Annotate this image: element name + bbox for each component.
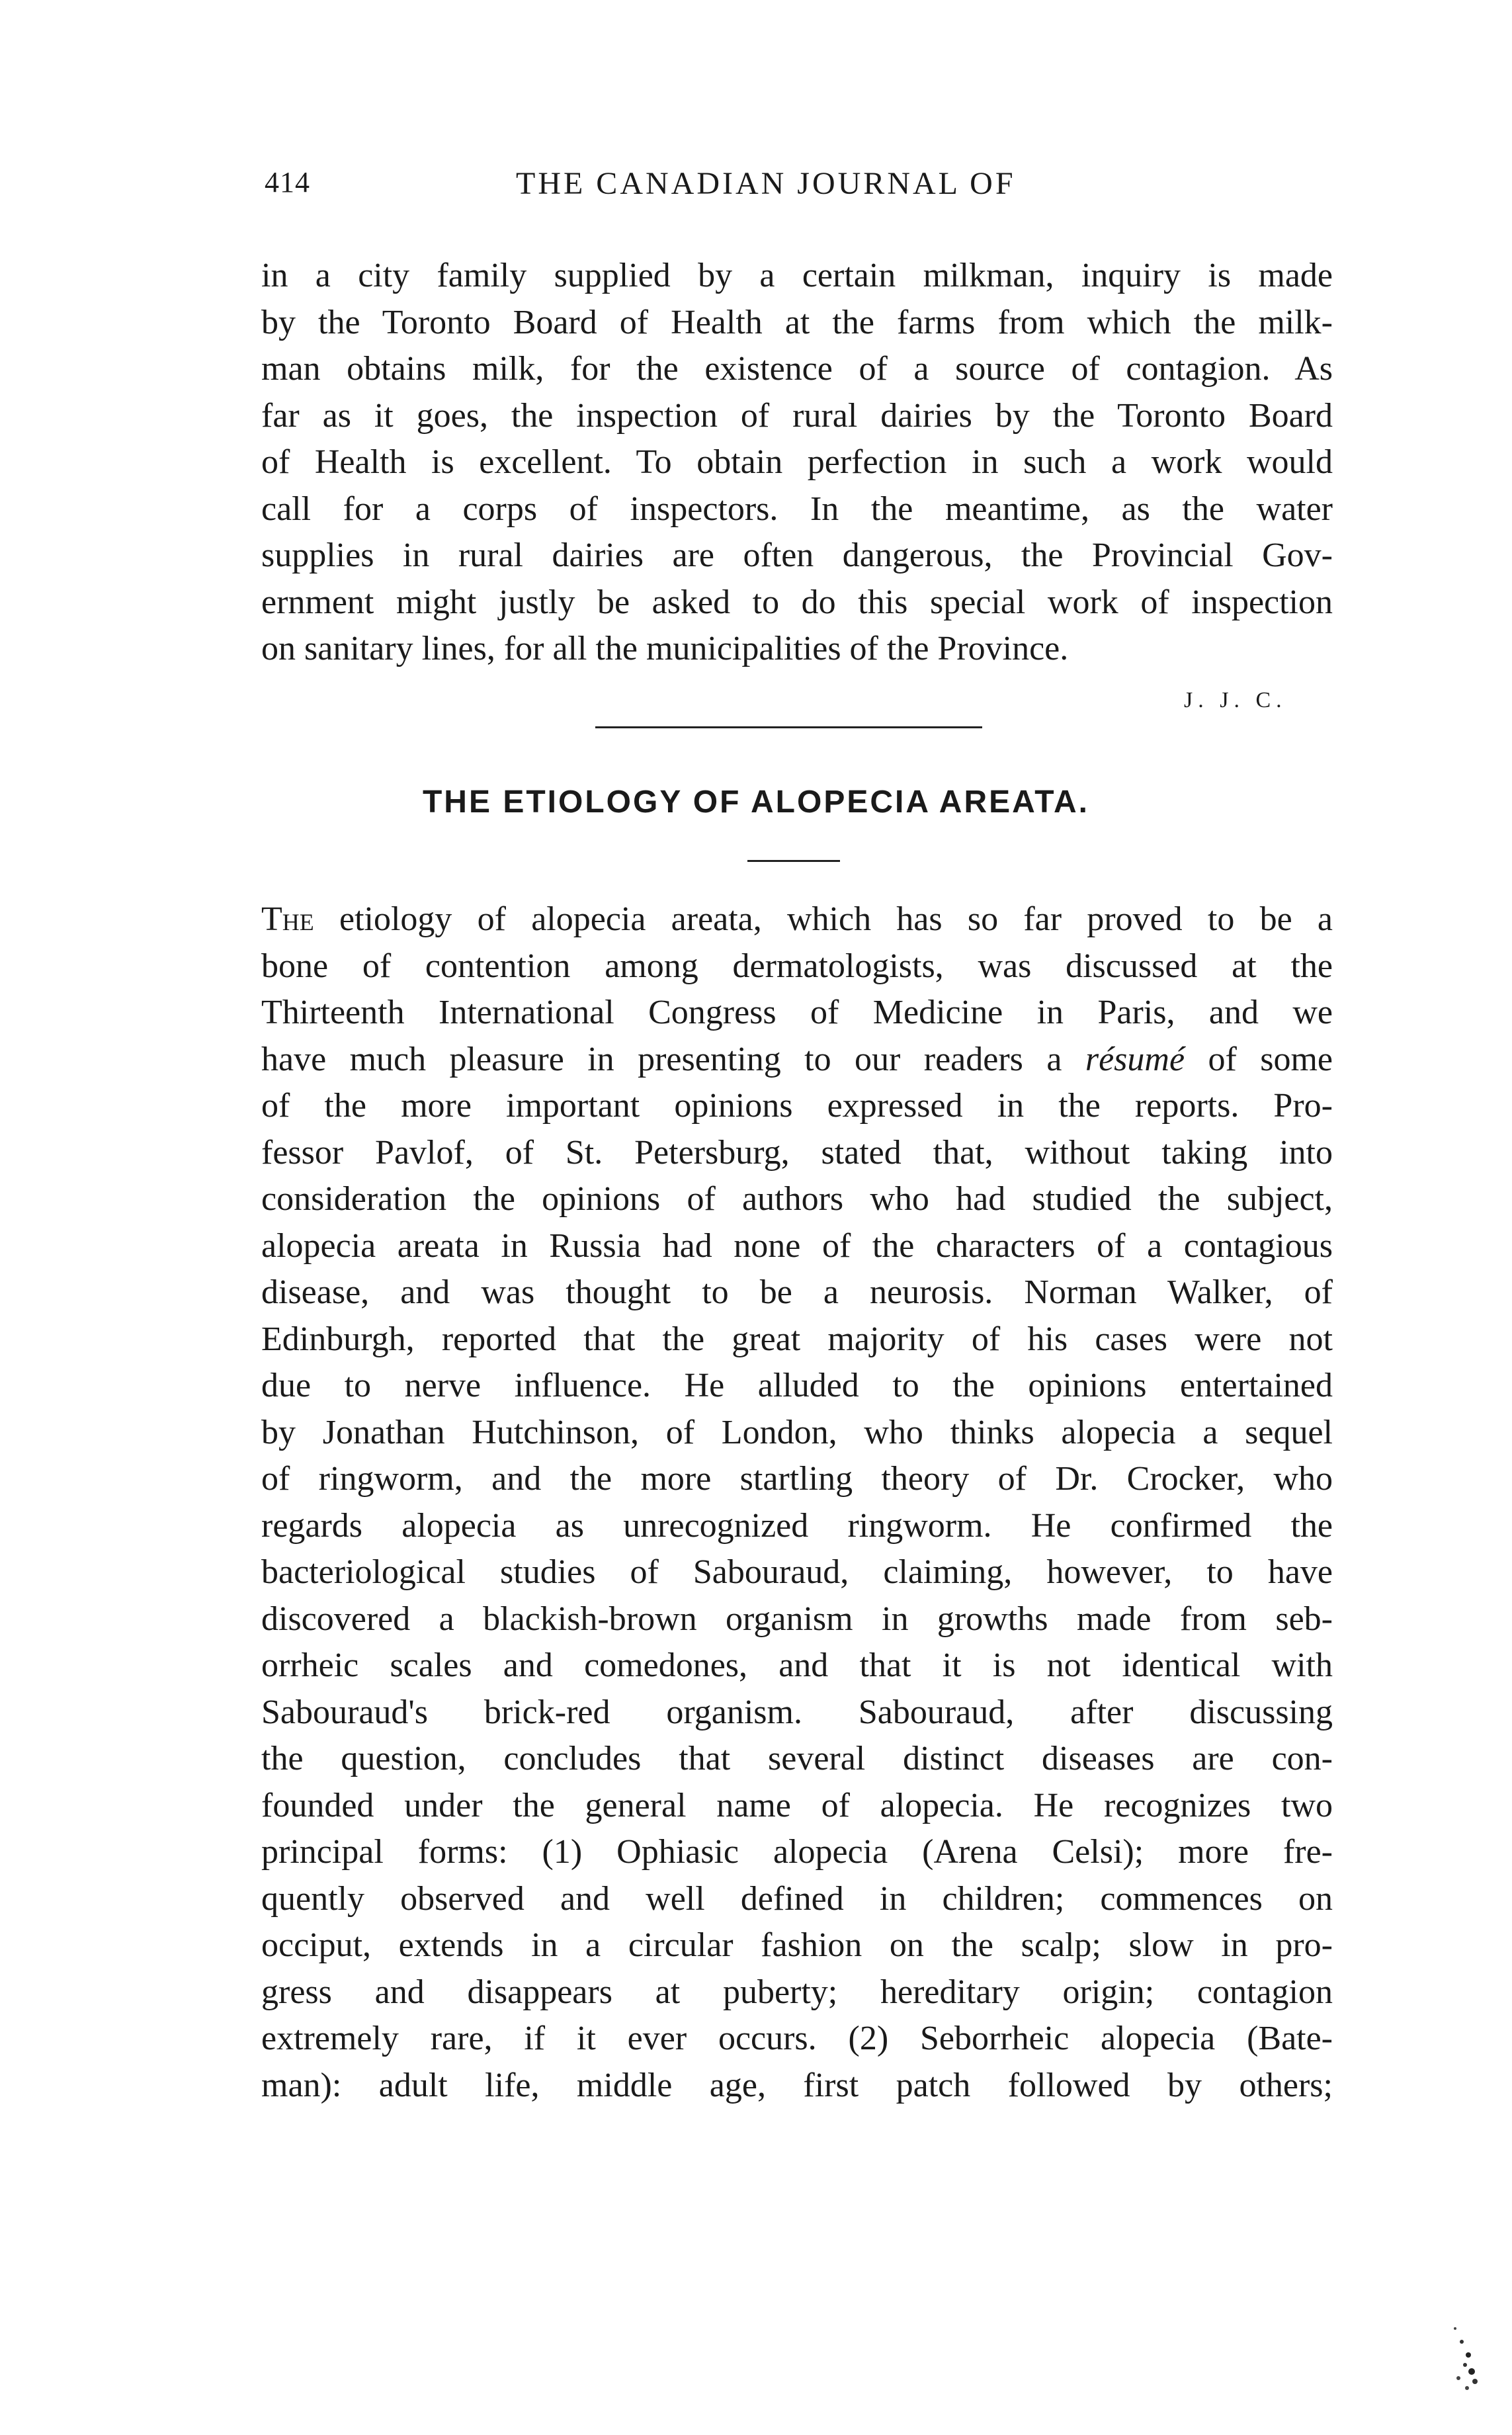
body-line: alopecia areata in Russia had none of the characters of a contagious (261, 1226, 1333, 1265)
journal-title: THE CANADIAN JOURNAL OF (516, 166, 1016, 201)
body-line: Sabouraud's brick-red organism. Sabouraud, after discussing (261, 1693, 1333, 1731)
body-line-text: of some (1185, 1040, 1333, 1078)
intro-line: in a city family supplied by a certain milkman, inquiry is made (261, 257, 1333, 294)
body-line-text: have much pleasure in presenting to our readers a (261, 1040, 1085, 1078)
body-line: bone of contention among dermatologists, was discussed at the (261, 947, 1333, 985)
body-line: fessor Pavlof, of St. Petersburg, stated that, without taking into (261, 1133, 1333, 1172)
body-line: due to nerve influence. He alluded to the opinions entertained (261, 1367, 1333, 1404)
intro-line: call for a corps of inspectors. In the meantime, as the water (261, 490, 1333, 528)
intro-line: ernment might justly be asked to do this special work of inspection (261, 583, 1333, 621)
intro-line: far as it goes, the inspection of rural dairies by the Toronto Board (261, 396, 1333, 435)
drop-word: The (261, 900, 314, 938)
body-line: bacteriological studies of Sabouraud, claiming, however, to have (261, 1553, 1333, 1591)
author-signature: J. J. C. (1184, 688, 1287, 712)
body-line: founded under the general name of alopecia. He recognizes two (261, 1786, 1333, 1824)
body-line: Edinburgh, reported that the great majority of his cases were not (261, 1320, 1333, 1358)
intro-line: man obtains milk, for the existence of a source of contagion. As (261, 350, 1333, 388)
intro-line: of Health is excellent. To obtain perfection in such a work would (261, 443, 1333, 481)
body-line: of the more important opinions expressed in the reports. Pro- (261, 1087, 1333, 1125)
page-number: 414 (265, 166, 310, 198)
body-line: man): adult life, middle age, first patch followed by others; (261, 2066, 1333, 2104)
body-line: orrheic scales and comedones, and that it is not identical with (261, 1646, 1333, 1684)
body-line: quently observed and well defined in children; commences on (261, 1879, 1333, 1918)
body-line: consideration the opinions of authors who had studied the subject, (261, 1180, 1333, 1218)
body-line: by Jonathan Hutchinson, of London, who thinks alopecia a sequel (261, 1413, 1333, 1451)
body-line-text: etiology of alopecia areata, which has so far proved to be a (314, 900, 1333, 938)
body-line: gress and disappears at puberty; hereditary origin; contagion (261, 1973, 1333, 2011)
body-line: regards alopecia as unrecognized ringworm. He confirmed the (261, 1506, 1333, 1545)
intro-paragraph (261, 253, 1333, 673)
body-line: the question, concludes that several distinct diseases are con- (261, 1740, 1333, 1777)
body-line: discovered a blackish-brown organism in growths made from seb- (261, 1600, 1333, 1638)
article-body (261, 896, 1333, 2109)
body-line (261, 896, 1333, 943)
running-head (265, 165, 1323, 218)
intro-line: supplies in rural dairies are often dangerous, the Provincial Gov- (261, 536, 1333, 574)
body-line: principal forms: (1) Ophiasic alopecia (Arena Celsi); more fre- (261, 1833, 1333, 1871)
body-line: Thirteenth International Congress of Medicine in Paris, and we (261, 994, 1333, 1031)
body-line (261, 1037, 1333, 1084)
body-line: disease, and was thought to be a neurosis. Norman Walker, of (261, 1273, 1333, 1311)
title-underline (747, 860, 840, 862)
article-title: THE ETIOLOGY OF ALOPECIA AREATA. (422, 785, 1090, 820)
scan-noise-specks (1415, 2315, 1482, 2395)
italic-term: résumé (1085, 1040, 1185, 1078)
body-line: extremely rare, if it ever occurs. (2) Seborrheic alopecia (Bate- (261, 2020, 1333, 2057)
intro-line: by the Toronto Board of Health at the farms from which the milk- (261, 303, 1333, 341)
body-line: of ringworm, and the more startling theory of Dr. Crocker, who (261, 1460, 1333, 1498)
body-line: occiput, extends in a circular fashion on the scalp; slow in pro- (261, 1926, 1333, 1964)
intro-line: on sanitary lines, for all the municipalities of the Province. (261, 630, 1069, 667)
section-divider (595, 726, 982, 728)
